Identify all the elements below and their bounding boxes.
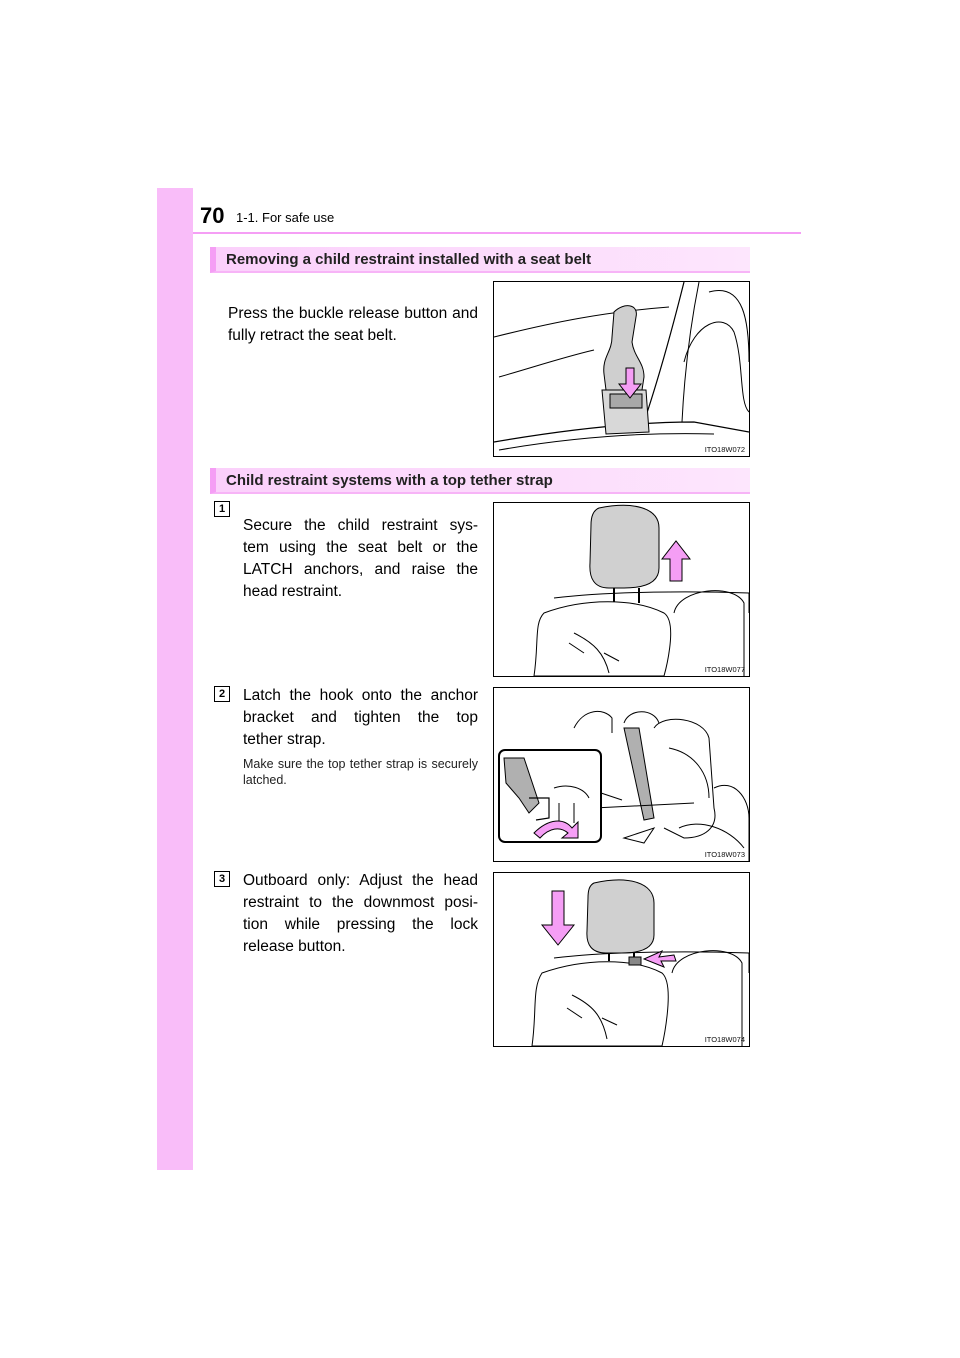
step-2-text: Latch the hook onto the anchor bracket and tighten the top tether strap. (243, 687, 478, 748)
figure-latch-hook (493, 687, 750, 862)
section-reference: 1-1. For safe use (236, 210, 335, 225)
figure-lower-head-restraint (493, 872, 750, 1047)
page-number: 70 (200, 203, 225, 228)
figure-raise-head-restraint (493, 502, 750, 677)
step-2-note: Make sure the top tether strap is securely latched. (243, 757, 478, 787)
figure-buckle-release (493, 281, 750, 457)
step-3-text: Outboard only: Adjust the head restraint to the downmost posi- tion while pressing the lock release button. (243, 872, 478, 955)
figure-code: ITO18W074 (704, 1035, 745, 1044)
step-number-3: 3 (214, 871, 230, 887)
step-number-2: 2 (214, 686, 230, 702)
section-heading-text: Removing a child restraint installed with a seat belt (226, 251, 592, 268)
buckle-illustration (494, 282, 749, 456)
step-number-1: 1 (214, 501, 230, 517)
head-restraint-illustration (494, 503, 749, 676)
section-heading-top-tether (210, 468, 750, 494)
section-heading-text: Child restraint systems with a top tether strap (226, 472, 553, 489)
head-restraint-lower-illustration (494, 873, 749, 1046)
lower-arrow-icon (542, 891, 574, 945)
section-heading-removing (210, 247, 750, 273)
raise-arrow-icon (662, 541, 690, 581)
header-rule (193, 232, 801, 234)
tether-hook-illustration (494, 688, 749, 861)
figure-code: ITO18W077 (704, 665, 745, 674)
figure-code: ITO18W073 (704, 850, 745, 859)
body-paragraph: Press the buckle release button and fully retract the seat belt. (228, 305, 478, 344)
step-1-text: Secure the child restraint sys- tem using the seat belt or the LATCH anchors, and raise the head restraint. (243, 517, 478, 600)
side-tab (157, 188, 193, 1170)
figure-code: ITO18W072 (704, 445, 745, 454)
lock-release-arrow-icon (644, 951, 676, 967)
